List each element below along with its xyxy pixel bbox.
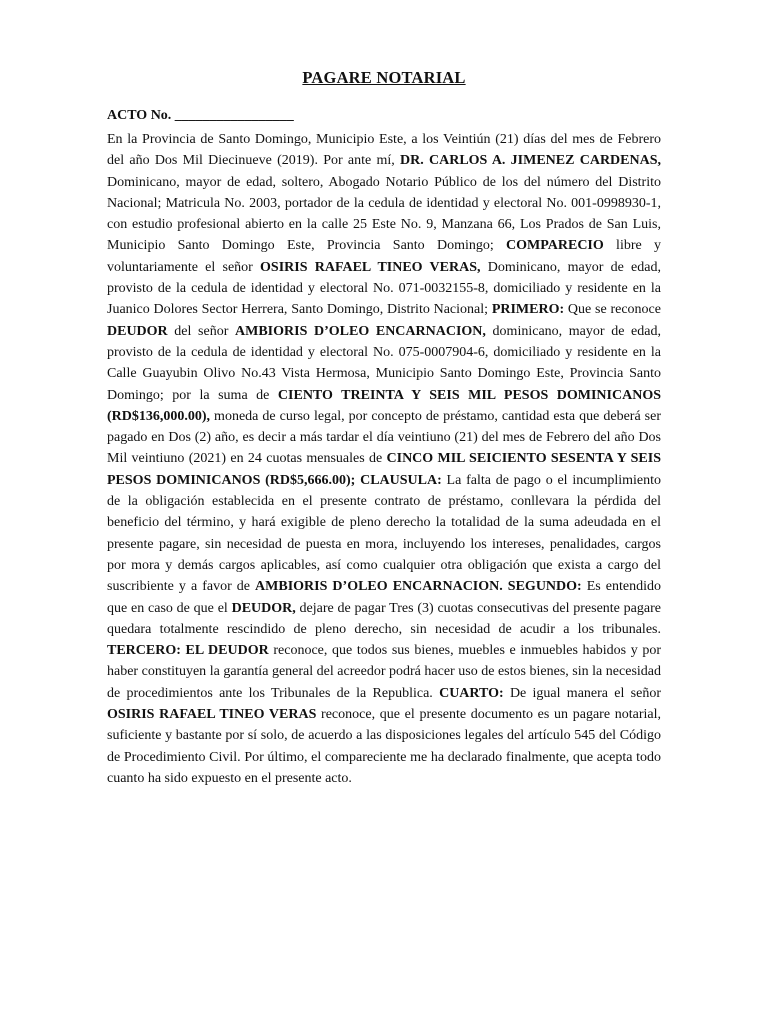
text-segment: dejare de pagar Tres (3) cuotas consecutivas del presente pagare quedara totalmente rescindido de pleno derecho, sin necesidad de acudir a los tribunales.: [107, 600, 661, 637]
text-segment: Es entendido que en caso de que el: [107, 579, 661, 616]
bold-text-segment: DR. CARLOS A. JIMENEZ CARDENAS,: [400, 153, 662, 169]
text-segment: reconoce, que el presente documento es un pagare notarial, suficiente y bastante por sí solo, de acuerdo a las disposiciones legales del artículo 545 del Código de Procedimiento Civil. Por último, el compareciente me ha declarado finalmente, que acepta todo cuanto ha sido expuesto en el presente acto.: [107, 707, 661, 786]
bold-text-segment: TERCERO: EL DEUDOR: [107, 643, 269, 659]
bold-text-segment: CIENTO TREINTA Y SEIS MIL PESOS DOMINICANOS (RD$136,000.00),: [107, 387, 661, 424]
bold-text-segment: PRIMERO:: [491, 302, 565, 318]
text-segment: libre y voluntariamente el señor: [107, 238, 661, 275]
text-segment: moneda de curso legal, por concepto de préstamo, cantidad esta que deberá ser pagado en Dos (2) año, es decir a más tardar el día veintiuno (21) del mes de Febrero del año Dos Mil veintiuno (2021) en 24 cuotas mensuales de: [107, 408, 661, 467]
bold-text-segment: AMBIORIS D’OLEO ENCARNACION,: [235, 323, 486, 339]
text-segment: En la Provincia de Santo Domingo, Municipio Este, a los Veintiún (21) días del mes de Febrero del año Dos Mil Diecinueve (2019). Por ante mí,: [107, 132, 661, 169]
bold-text-segment: CUARTO:: [439, 685, 504, 701]
text-segment: De igual manera el señor: [503, 685, 661, 701]
bold-text-segment: AMBIORIS D’OLEO ENCARNACION. SEGUNDO:: [255, 579, 582, 595]
text-segment: del señor: [167, 323, 236, 339]
text-segment: Dominicano, mayor de edad, soltero, Abogado Notario Público de los del número del Distrito Nacional; Matricula No. 2003, portador de la cedula de identidad y electoral No. 001-0998930-1, con estudio profesional abierto en la calle 25 Este No. 9, Manzana 66, Los Prados de San Luis, Municipio Santo Domingo Este, Provincia Santo Domingo;: [107, 174, 661, 254]
text-segment: La falta de pago o el incumplimiento de la obligación establecida en el presente contrato de préstamo, conllevara la pérdida del beneficio del término, y hará exigible de pleno derecho la totalidad de la suma adeudada en el presente pagare, sin necesidad de puesta en mora, incluyendo los intereses, penalidades, cargos por mora y demás cargos aplicables, así como cualquier otra obligación que exista a cargo del suscribiente y a favor de: [107, 472, 661, 595]
bold-text-segment: DEUDOR: [107, 323, 168, 339]
document-body: [107, 129, 661, 789]
text-segment: dominicano, mayor de edad, provisto de la cedula de identidad y electoral No. 075-0007904-6, domiciliado y residente en la Calle Guayubin Olivo No.43 Vista Hermosa, Municipio Santo Domingo Este, Provincia Santo Domingo; por la suma de: [107, 323, 661, 403]
document-page: [107, 68, 661, 789]
bold-text-segment: COMPARECIO: [506, 238, 604, 254]
text-segment: Que se reconoce: [564, 302, 661, 318]
acto-number-line: ACTO No. _________________: [107, 108, 294, 123]
document-title: PAGARE NOTARIAL: [302, 68, 466, 87]
bold-text-segment: OSIRIS RAFAEL TINEO VERAS: [107, 707, 317, 723]
bold-text-segment: DEUDOR,: [231, 600, 296, 616]
text-segment: reconoce, que todos sus bienes, muebles e inmuebles habidos y por haber constituyen la garantía general del acreedor podrá hacer uso de estos bienes, sin la necesidad de procedimientos ante los Tribunales de la Republica.: [107, 643, 662, 701]
text-segment: Dominicano, mayor de edad, provisto de la cedula de identidad y electoral No. 071-0032155-8, domiciliado y residente en la Juanico Dolores Sector Herrera, Santo Domingo, Distrito Nacional;: [107, 259, 661, 318]
bold-text-segment: CINCO MIL SEICIENTO SESENTA Y SEIS PESOS DOMINICANOS (RD$5,666.00); CLAUSULA:: [107, 451, 661, 488]
bold-text-segment: OSIRIS RAFAEL TINEO VERAS,: [260, 259, 481, 275]
